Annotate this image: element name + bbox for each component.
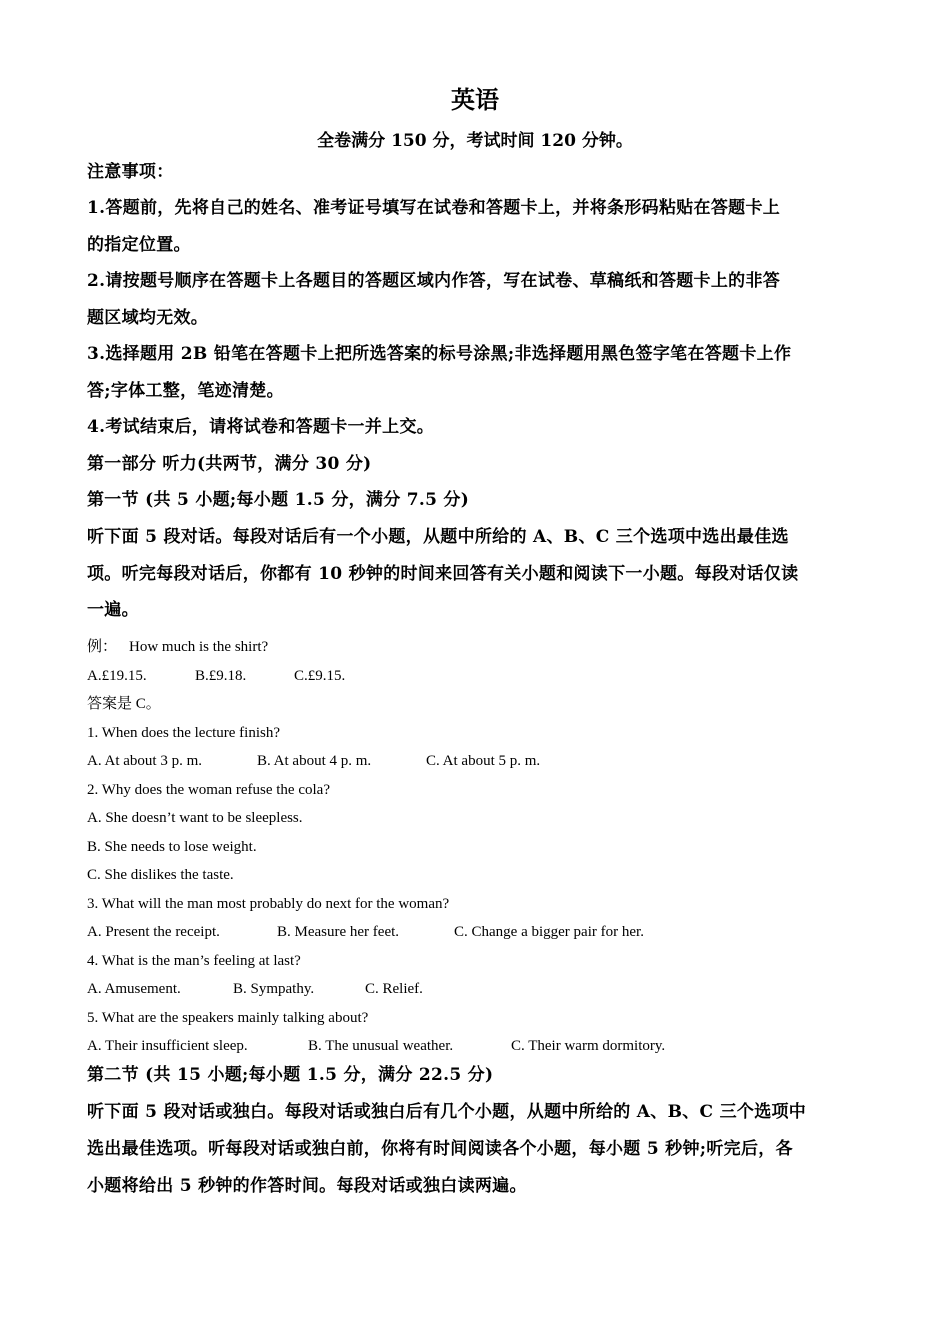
notice-line: 3.选择题用 2B 铅笔在答题卡上把所选答案的标号涂黑;非选择题用黑色签字笔在答题卡上作	[87, 344, 792, 364]
option-b: B. At about 4 p. m.	[257, 753, 372, 769]
example-label: 例：	[87, 639, 118, 655]
example-question	[87, 636, 877, 658]
option-b: B. The unusual weather.	[308, 1038, 454, 1054]
question-3: 3. What will the man most probably do next for the woman?	[87, 896, 450, 912]
option-b: B. She needs to lose weight.	[87, 839, 257, 855]
option-c: C.£9.15.	[294, 668, 346, 684]
option-a: A. Amusement.	[87, 981, 181, 997]
option-b: B. Measure her feet.	[277, 924, 400, 940]
option-c: C. She dislikes the taste.	[87, 867, 234, 883]
option-c: C. Their warm dormitory.	[511, 1038, 666, 1054]
section1-instruction: 项。听完每段对话后，你都有 10 秒钟的时间来回答有关小题和阅读下一小题。每段对话仅读	[87, 564, 799, 584]
section1-instruction: 听下面 5 段对话。每段对话后有一个小题，从题中所给的 A、B、C 三个选项中选出最佳选	[87, 527, 789, 547]
notice-line: 2.请按题号顺序在答题卡上各题目的答题区域内作答，写在试卷、草稿纸和答题卡上的非答	[87, 271, 781, 291]
section2-instruction: 选出最佳选项。听每段对话或独白前，你将有时间阅读各个小题，每小题 5 秒钟;听完后，各	[87, 1139, 793, 1159]
option-b: B. Sympathy.	[233, 981, 315, 997]
part1-heading: 第一部分 听力(共两节，满分 30 分)	[87, 454, 372, 474]
notice-line: 1.答题前，先将自己的姓名、准考证号填写在试卷和答题卡上，并将条形码粘贴在答题卡上	[87, 198, 781, 218]
notice-line: 答;字体工整，笔迹清楚。	[87, 381, 284, 401]
page-subtitle: 全卷满分 150 分，考试时间 120 分钟。	[317, 131, 633, 151]
question-4-options	[87, 978, 877, 1000]
option-c: C. At about 5 p. m.	[426, 753, 541, 769]
notice-line: 4.考试结束后，请将试卷和答题卡一并上交。	[87, 417, 435, 437]
question-1-options	[87, 750, 877, 772]
option-c: C. Relief.	[365, 981, 423, 997]
option-a: A. She doesn’t want to be sleepless.	[87, 810, 303, 826]
question-2: 2. Why does the woman refuse the cola?	[87, 782, 330, 798]
example-question-text: How much is the shirt?	[129, 639, 269, 655]
question-4: 4. What is the man’s feeling at last?	[87, 953, 301, 969]
section2-instruction: 听下面 5 段对话或独白。每段对话或独白后有几个小题，从题中所给的 A、B、C 三个选项中	[87, 1102, 807, 1122]
option-a: A. Present the receipt.	[87, 924, 220, 940]
section1-heading: 第一节 (共 5 小题;每小题 1.5 分，满分 7.5 分)	[87, 490, 470, 510]
example-answer: 答案是 C。	[87, 696, 161, 712]
notice-heading: 注意事项：	[87, 162, 174, 182]
notice-line: 题区域均无效。	[87, 308, 209, 328]
page-title: 英语	[451, 85, 499, 114]
option-c: C. Change a bigger pair for her.	[454, 924, 644, 940]
question-3-options	[87, 921, 877, 943]
example-options	[87, 665, 877, 687]
question-5-options	[87, 1035, 877, 1057]
section2-instruction: 小题将给出 5 秒钟的作答时间。每段对话或独白读两遍。	[87, 1176, 527, 1196]
section1-instruction: 一遍。	[87, 600, 139, 620]
notice-line: 的指定位置。	[87, 235, 191, 255]
question-5: 5. What are the speakers mainly talking about?	[87, 1010, 369, 1026]
option-b: B.£9.18.	[195, 668, 247, 684]
option-a: A.£19.15.	[87, 668, 147, 684]
option-a: A. Their insufficient sleep.	[87, 1038, 248, 1054]
option-a: A. At about 3 p. m.	[87, 753, 202, 769]
question-1: 1. When does the lecture finish?	[87, 725, 280, 741]
section2-heading: 第二节 (共 15 小题;每小题 1.5 分，满分 22.5 分)	[87, 1065, 494, 1085]
